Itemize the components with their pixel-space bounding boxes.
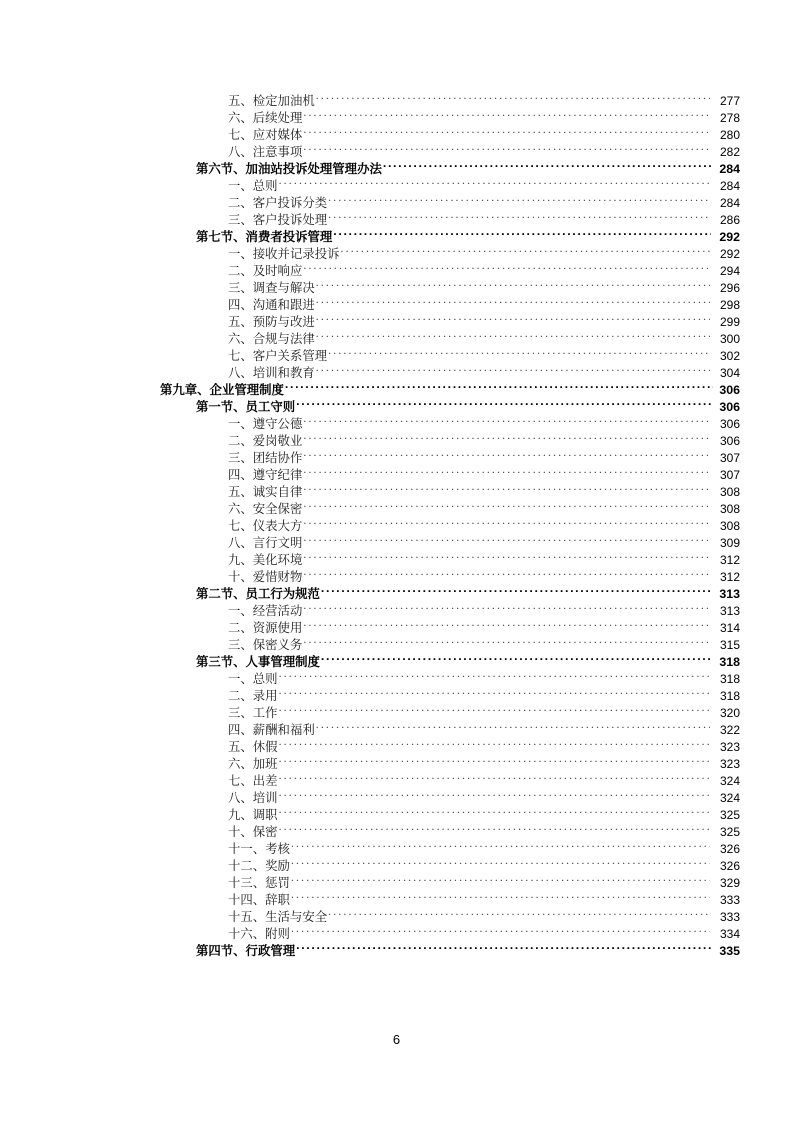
toc-entry-label: 十六、附则 — [228, 927, 290, 941]
toc-entry-page-number: 298 — [719, 298, 740, 312]
toc-entry-label: 十二、奖励 — [228, 859, 290, 873]
dot-leader — [296, 394, 711, 411]
dot-leader — [279, 700, 710, 717]
toc-entry-item[interactable] — [0, 411, 793, 431]
dot-leader — [303, 547, 710, 564]
toc-entry-label: 七、客户关系管理 — [228, 349, 328, 363]
toc-entry-label: 二、爱岗敬业 — [228, 434, 303, 448]
dot-leader — [303, 445, 710, 462]
toc-entry-page-number: 302 — [719, 349, 740, 363]
toc-entry-item[interactable] — [0, 88, 793, 108]
toc-entry-item[interactable] — [0, 530, 793, 550]
toc-entry-item[interactable] — [0, 190, 793, 210]
toc-entry-label: 四、薪酬和福利 — [228, 723, 315, 737]
toc-entry-page-number: 304 — [719, 366, 740, 380]
dot-leader — [316, 309, 710, 326]
toc-entry-item[interactable] — [0, 734, 793, 754]
dot-leader — [291, 836, 710, 853]
toc-entry-item[interactable] — [0, 445, 793, 465]
dot-leader — [303, 139, 710, 156]
toc-entry-page-number: 318 — [719, 672, 740, 686]
toc-entry-label: 第七节、消费者投诉管理 — [196, 230, 333, 244]
toc-entry-page-number: 306 — [719, 434, 740, 448]
dot-leader — [316, 717, 710, 734]
dot-leader — [279, 802, 710, 819]
toc-entry-page-number: 318 — [719, 655, 740, 669]
toc-entry-label: 六、合规与法律 — [228, 332, 315, 346]
toc-entry-label: 十、爱惜财物 — [228, 570, 303, 584]
toc-entry-section[interactable] — [0, 394, 793, 414]
dot-leader — [316, 360, 710, 377]
toc-entry-label: 四、遵守纪律 — [228, 468, 303, 482]
toc-entry-label: 九、调职 — [228, 808, 278, 822]
dot-leader — [303, 632, 710, 649]
toc-entry-label: 八、注意事项 — [228, 145, 303, 159]
toc-entry-label: 一、经营活动 — [228, 604, 303, 618]
toc-entry-page-number: 326 — [719, 859, 740, 873]
toc-entry-item[interactable] — [0, 326, 793, 346]
toc-entry-item[interactable] — [0, 428, 793, 448]
toc-entry-label: 第二节、员工行为规范 — [196, 587, 320, 601]
toc-entry-label: 十三、惩罚 — [228, 876, 290, 890]
toc-entry-item[interactable] — [0, 173, 793, 193]
dot-leader — [321, 649, 711, 666]
toc-entry-page-number: 326 — [719, 842, 740, 856]
toc-entry-label: 二、客户投诉分类 — [228, 196, 328, 210]
dot-leader — [291, 870, 710, 887]
toc-entry-page-number: 312 — [719, 570, 740, 584]
toc-entry-section[interactable] — [0, 938, 793, 958]
dot-leader — [303, 513, 710, 530]
toc-entry-label: 第三节、人事管理制度 — [196, 655, 320, 669]
toc-entry-item[interactable] — [0, 802, 793, 822]
toc-entry-page-number: 325 — [719, 808, 740, 822]
toc-entry-page-number: 306 — [719, 400, 740, 414]
toc-entry-page-number: 296 — [719, 281, 740, 295]
dot-leader — [321, 581, 711, 598]
toc-entry-item[interactable] — [0, 751, 793, 771]
toc-entry-page-number: 325 — [719, 825, 740, 839]
toc-entry-section[interactable] — [0, 649, 793, 669]
toc-entry-page-number: 306 — [719, 383, 740, 397]
toc-entry-item[interactable] — [0, 819, 793, 839]
dot-leader — [316, 292, 710, 309]
dot-leader — [279, 734, 710, 751]
toc-entry-item[interactable] — [0, 275, 793, 295]
dot-leader — [303, 496, 710, 513]
toc-entry-label: 八、培训 — [228, 791, 278, 805]
toc-entry-item[interactable] — [0, 870, 793, 890]
toc-entry-label: 九、美化环境 — [228, 553, 303, 567]
toc-entry-page-number: 306 — [719, 417, 740, 431]
dot-leader — [303, 105, 710, 122]
toc-entry-page-number: 324 — [719, 774, 740, 788]
dot-leader — [291, 853, 710, 870]
dot-leader — [303, 258, 710, 275]
toc-entry-page-number: 308 — [719, 519, 740, 533]
dot-leader — [296, 938, 711, 955]
toc-entry-item[interactable] — [0, 615, 793, 635]
toc-entry-label: 第一节、员工守则 — [196, 400, 296, 414]
toc-entry-label: 一、总则 — [228, 179, 278, 193]
toc-entry-page-number: 284 — [719, 179, 740, 193]
dot-leader — [303, 564, 710, 581]
dot-leader — [328, 207, 710, 224]
toc-entry-item[interactable] — [0, 292, 793, 312]
dot-leader — [279, 173, 710, 190]
toc-entry-label: 五、休假 — [228, 740, 278, 754]
dot-leader — [291, 887, 710, 904]
toc-entry-page-number: 335 — [719, 944, 740, 958]
toc-entry-item[interactable] — [0, 564, 793, 584]
toc-entry-page-number: 313 — [719, 604, 740, 618]
dot-leader — [303, 479, 710, 496]
toc-entry-label: 第九章、企业管理制度 — [160, 383, 284, 397]
toc-entry-item[interactable] — [0, 887, 793, 907]
dot-leader — [279, 683, 710, 700]
toc-entry-section[interactable] — [0, 156, 793, 176]
toc-entry-label: 五、预防与改进 — [228, 315, 315, 329]
toc-entry-label: 六、加班 — [228, 757, 278, 771]
dot-leader — [279, 751, 710, 768]
toc-entry-item[interactable] — [0, 479, 793, 499]
toc-entry-chapter[interactable] — [0, 377, 793, 397]
toc-entry-label: 三、工作 — [228, 706, 278, 720]
toc-entry-item[interactable] — [0, 105, 793, 125]
toc-entry-item[interactable] — [0, 904, 793, 924]
toc-entry-page-number: 307 — [719, 451, 740, 465]
dot-leader — [333, 224, 711, 241]
toc-entry-item[interactable] — [0, 360, 793, 380]
toc-entry-page-number: 318 — [719, 689, 740, 703]
toc-entry-label: 第四节、行政管理 — [196, 944, 296, 958]
toc-entry-item[interactable] — [0, 122, 793, 142]
dot-leader — [316, 275, 710, 292]
toc-entry-page-number: 308 — [719, 485, 740, 499]
toc-entry-item[interactable] — [0, 666, 793, 686]
toc-entry-item[interactable] — [0, 632, 793, 652]
toc-entry-page-number: 278 — [719, 111, 740, 125]
toc-entry-page-number: 309 — [719, 536, 740, 550]
toc-entry-label: 八、言行文明 — [228, 536, 303, 550]
toc-entry-label: 二、资源使用 — [228, 621, 303, 635]
toc-entry-item[interactable] — [0, 717, 793, 737]
toc-entry-label: 六、后续处理 — [228, 111, 303, 125]
dot-leader — [303, 615, 710, 632]
toc-entry-label: 一、遵守公德 — [228, 417, 303, 431]
toc-entry-label: 七、出差 — [228, 774, 278, 788]
toc-entry-label: 十四、辞职 — [228, 893, 290, 907]
toc-entry-page-number: 333 — [719, 893, 740, 907]
toc-entry-item[interactable] — [0, 139, 793, 159]
toc-entry-label: 十、保密 — [228, 825, 278, 839]
toc-entry-label: 五、检定加油机 — [228, 94, 315, 108]
dot-leader — [279, 768, 710, 785]
toc-entry-section[interactable] — [0, 224, 793, 244]
toc-entry-label: 二、及时响应 — [228, 264, 303, 278]
dot-leader — [303, 530, 710, 547]
toc-entry-page-number: 282 — [719, 145, 740, 159]
toc-entry-page-number: 314 — [719, 621, 740, 635]
toc-entry-page-number: 284 — [719, 162, 740, 176]
toc-entry-label: 六、安全保密 — [228, 502, 303, 516]
dot-leader — [328, 190, 710, 207]
toc-entry-label: 一、总则 — [228, 672, 278, 686]
toc-entry-page-number: 286 — [719, 213, 740, 227]
toc-entry-item[interactable] — [0, 700, 793, 720]
dot-leader — [303, 411, 710, 428]
toc-entry-page-number: 307 — [719, 468, 740, 482]
toc-entry-item[interactable] — [0, 598, 793, 618]
toc-entry-label: 三、团结协作 — [228, 451, 303, 465]
dot-leader — [303, 122, 710, 139]
toc-entry-label: 第六节、加油站投诉处理管理办法 — [196, 162, 382, 176]
toc-entry-item[interactable] — [0, 496, 793, 516]
toc-entry-page-number: 292 — [719, 230, 740, 244]
dot-leader — [316, 326, 710, 343]
dot-leader — [303, 598, 710, 615]
dot-leader — [316, 88, 710, 105]
toc-entry-label: 四、沟通和跟进 — [228, 298, 315, 312]
dot-leader — [303, 428, 710, 445]
dot-leader — [291, 921, 710, 938]
toc-entry-label: 一、接收并记录投诉 — [228, 247, 340, 261]
toc-entry-page-number: 313 — [719, 587, 740, 601]
dot-leader — [279, 785, 710, 802]
dot-leader — [328, 343, 710, 360]
toc-entry-page-number: 315 — [719, 638, 740, 652]
toc-entry-item[interactable] — [0, 853, 793, 873]
toc-entry-page-number: 308 — [719, 502, 740, 516]
toc-entry-item[interactable] — [0, 785, 793, 805]
toc-entry-page-number: 300 — [719, 332, 740, 346]
toc-entry-item[interactable] — [0, 836, 793, 856]
dot-leader — [383, 156, 711, 173]
toc-entry-page-number: 292 — [719, 247, 740, 261]
toc-entry-item[interactable] — [0, 768, 793, 788]
toc-entry-page-number: 294 — [719, 264, 740, 278]
toc-entry-item[interactable] — [0, 241, 793, 261]
dot-leader — [303, 462, 710, 479]
toc-entry-label: 三、保密义务 — [228, 638, 303, 652]
toc-entry-page-number: 280 — [719, 128, 740, 142]
toc-entry-page-number: 322 — [719, 723, 740, 737]
toc-entry-page-number: 277 — [719, 94, 740, 108]
toc-entry-label: 八、培训和教育 — [228, 366, 315, 380]
toc-entry-page-number: 324 — [719, 791, 740, 805]
toc-entry-label: 七、仪表大方 — [228, 519, 303, 533]
toc-entry-page-number: 320 — [719, 706, 740, 720]
dot-leader — [285, 377, 713, 394]
toc-entry-label: 十五、生活与安全 — [228, 910, 328, 924]
toc-entry-label: 二、录用 — [228, 689, 278, 703]
toc-entry-page-number: 323 — [719, 757, 740, 771]
toc-entry-page-number: 284 — [719, 196, 740, 210]
toc-entry-label: 三、客户投诉处理 — [228, 213, 328, 227]
toc-entry-page-number: 299 — [719, 315, 740, 329]
dot-leader — [341, 241, 710, 258]
toc-entry-item[interactable] — [0, 343, 793, 363]
toc-entry-item[interactable] — [0, 207, 793, 227]
toc-entry-page-number: 323 — [719, 740, 740, 754]
toc-entry-item[interactable] — [0, 309, 793, 329]
toc-entry-label: 十一、考核 — [228, 842, 290, 856]
toc-entry-page-number: 334 — [719, 927, 740, 941]
toc-entry-item[interactable] — [0, 258, 793, 278]
toc-entry-section[interactable] — [0, 581, 793, 601]
dot-leader — [279, 819, 710, 836]
table-of-contents-list — [0, 88, 793, 958]
toc-entry-page-number: 312 — [719, 553, 740, 567]
dot-leader — [328, 904, 710, 921]
toc-entry-page-number: 333 — [719, 910, 740, 924]
toc-entry-label: 三、调查与解决 — [228, 281, 315, 295]
toc-entry-item[interactable] — [0, 513, 793, 533]
toc-entry-item[interactable] — [0, 921, 793, 941]
toc-entry-label: 五、诚实自律 — [228, 485, 303, 499]
dot-leader — [279, 666, 710, 683]
toc-entry-item[interactable] — [0, 683, 793, 703]
toc-entry-item[interactable] — [0, 547, 793, 567]
toc-entry-label: 七、应对媒体 — [228, 128, 303, 142]
toc-entry-page-number: 329 — [719, 876, 740, 890]
footer-page-number: 6 — [392, 1032, 401, 1047]
toc-entry-item[interactable] — [0, 462, 793, 482]
